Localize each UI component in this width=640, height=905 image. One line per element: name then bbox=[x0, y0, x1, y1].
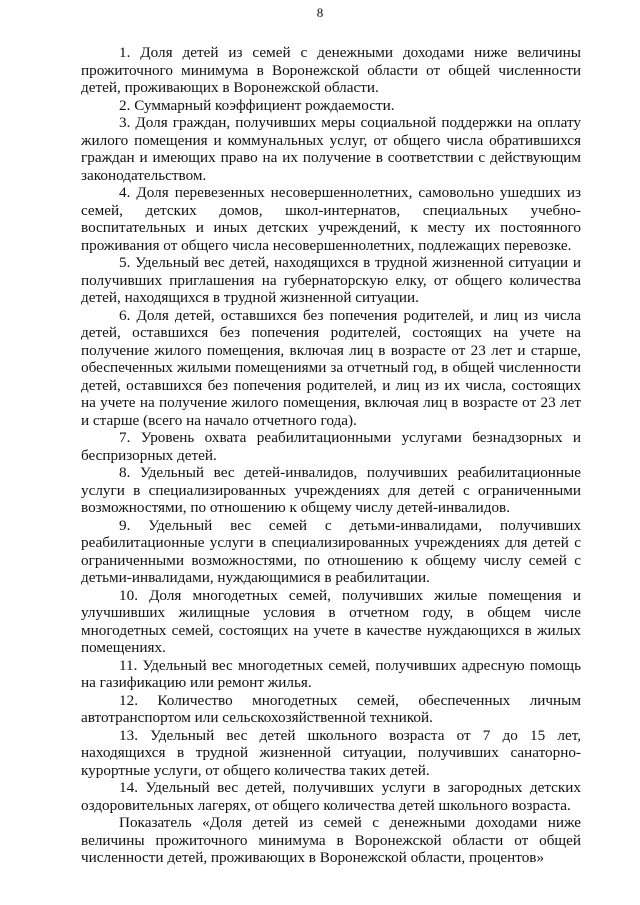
list-item-5: 5. Удельный вес детей, находящихся в трудной жизненной ситуации и получивших приглашения на губернаторскую елку, от общего количества детей, находящихся в трудной жизненной ситуации. bbox=[81, 254, 581, 306]
list-item-2: 2. Суммарный коэффициент рождаемости. bbox=[119, 96, 395, 114]
list-item-6: 6. Доля детей, оставшихся без попечения родителей, и лиц из числа детей, оставшихся без попечения родителей, состоящих на учете на получение жилого помещения, включая лиц в возрасте от 23 лет и старше, обеспеченных жилыми помещениями за отчетный год, в общей численности детей, оставшихся без попечения родителей, и лиц из их числа, состоящих на учете на получение жилого помещения, включая лиц в возрасте от 23 лет и старше (всего на начало отчетного года). bbox=[81, 306, 581, 429]
list-item-14: 14. Удельный вес детей, получивших услуги в загородных детских оздоровительных лагерях, от общего количества детей школьного возраста. bbox=[81, 779, 581, 814]
list-item-8: 8. Удельный вес детей-инвалидов, получивших реабилитационные услуги в специализированных учреждениях для детей с ограниченными возможностями, по отношению к общему числу детей-инвалидов. bbox=[81, 464, 581, 516]
list-item-9: 9. Удельный вес семей с детьми-инвалидами, получивших реабилитационные услуги в специализированных учреждениях для детей с ограниченными возможностями, по отношению к общему числу семей с детьми-инвалидами, нуждающимися в реабилитации. bbox=[81, 516, 581, 586]
list-item-7: 7. Уровень охвата реабилитационными услугами безнадзорных и беспризорных детей. bbox=[81, 429, 581, 464]
list-item-1: 1. Доля детей из семей с денежными доходами ниже величины прожиточного минимума в Воронежской области от общей численности детей, проживающих в Воронежской области. bbox=[81, 44, 581, 96]
list-item-12: 12. Количество многодетных семей, обеспеченных личным автотранспортом или сельскохозяйственной техникой. bbox=[81, 691, 581, 726]
list-item-11: 11. Удельный вес многодетных семей, получивших адресную помощь на газификацию или ремонт жилья. bbox=[81, 656, 581, 691]
list-item-13: 13. Удельный вес детей школьного возраста от 7 до 15 лет, находящихся в трудной жизненной ситуации, получивших санаторно-курортные услуги, от общего количества таких детей. bbox=[81, 726, 581, 779]
list-item-10: 10. Доля многодетных семей, получивших жилые помещения и улучшивших жилищные условия в отчетном году, в общем числе многодетных семей, состоящих на учете в качестве нуждающихся в жилых помещениях. bbox=[81, 586, 581, 656]
list-item-4: 4. Доля перевезенных несовершеннолетних, самовольно ушедших из семей, детских домов, школ-интернатов, специальных учебно-воспитательных и иных детских учреждений, к месту их постоянного проживания от общего числа несовершеннолетних, подлежащих перевозке. bbox=[81, 184, 581, 254]
indicator-paragraph: Показатель «Доля детей из семей с денежными доходами ниже величины прожиточного минимума в Воронежской области от общей численности детей, проживающих в Воронежской области, процентов» bbox=[81, 814, 581, 866]
list-item-3: 3. Доля граждан, получивших меры социальной поддержки на оплату жилого помещения и коммунальных услуг, от общего числа обратившихся граждан и имеющих право на их получение в соответствии с действующим законодательством. bbox=[81, 114, 581, 184]
page-number: 8 bbox=[316, 5, 324, 20]
document-body bbox=[81, 44, 581, 867]
